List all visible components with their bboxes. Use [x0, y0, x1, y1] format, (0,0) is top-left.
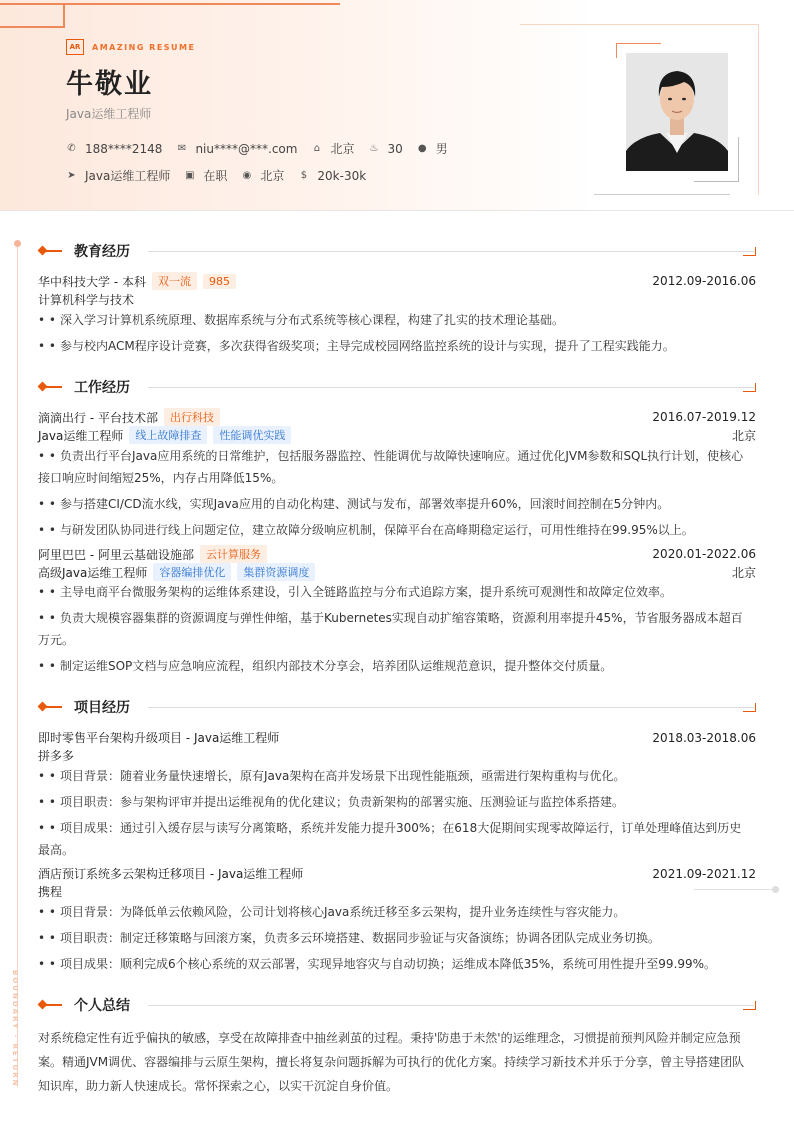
- project-title: 即时零售平台架构升级项目 - Java运维工程师: [38, 731, 280, 745]
- age-info: [368, 142, 402, 156]
- skill-tag: 集群资源调度: [237, 563, 315, 581]
- project-bullet: • • 项目背景：随着业务量快速增长，原有Java架构在高并发场景下出现性能瓶颈，亟需进行架构重构与优化。: [38, 769, 626, 783]
- work-role-row: [38, 563, 756, 581]
- work-header: [38, 408, 756, 426]
- gender-info: [417, 140, 448, 157]
- email-info: [176, 142, 297, 156]
- portrait-image: [626, 53, 728, 171]
- timeline-line: [17, 247, 18, 1087]
- company-tag: 云计算服务: [200, 545, 267, 563]
- role-name: Java运维工程师: [38, 428, 124, 443]
- work-bullet: • • 参与搭建CI/CD流水线，实现Java应用的自动化构建、测试与发布，部署效率提升60%，回滚时间控制在5分钟内。: [38, 497, 670, 511]
- project-company: 拼多多: [38, 749, 75, 763]
- candidate-name: 牛敬业: [66, 69, 153, 100]
- section-corner: [743, 1001, 756, 1010]
- project-company-row: [38, 883, 756, 900]
- company-tag: 出行科技: [164, 408, 220, 426]
- timeline-dot: [14, 240, 21, 247]
- intent-city-info: [241, 167, 284, 184]
- education-bullet: • • 参与校内ACM程序设计竞赛，多次获得省级奖项；主导完成校园网络监控系统的设计与实现，提升了工程实践能力。: [38, 339, 675, 353]
- section-dash: [46, 1004, 62, 1006]
- company-name: 滴滴出行 - 平台技术部: [38, 410, 158, 425]
- section-title: 教育经历: [74, 244, 130, 260]
- school-name: 华中科技大学 - 本科: [38, 274, 146, 289]
- section-title: 个人总结: [74, 998, 130, 1014]
- salary-info: [298, 169, 366, 183]
- section-rule: [148, 707, 754, 708]
- header-accent-line: [0, 3, 340, 5]
- project-bullet: • • 项目成果：通过引入缓存层与读写分离策略，系统并发能力提升300%；在618大促期间实现零故障运行，订单处理峰值达到历史最高。: [38, 821, 742, 857]
- skill-tag: 线上故障排查: [129, 426, 207, 444]
- header-accent-line: [63, 3, 65, 28]
- phone-text: 188****2148: [85, 141, 163, 156]
- section-corner: [743, 247, 756, 256]
- school-tag: 985: [203, 274, 236, 289]
- age-text: 30: [387, 141, 403, 156]
- section-rule: [148, 387, 754, 388]
- intent-position-info: [66, 167, 170, 184]
- project-bullet: • • 项目职责：制定迁移策略与回滚方案，负责多云环境搭建、数据同步验证与灾备演练；协调各团队完成业务切换。: [38, 931, 660, 945]
- section-rule: [148, 1005, 754, 1006]
- school-tag: 双一流: [152, 272, 197, 290]
- header-accent-line: [0, 26, 64, 28]
- education-bullet: • • 深入学习计算机系统原理、数据库系统与分布式系统等核心课程，构建了扎实的技术理论基础。: [38, 313, 564, 327]
- project-date: 2021.09-2021.12: [652, 866, 756, 881]
- project-date: 2018.03-2018.06: [652, 730, 756, 745]
- project-company-row: [38, 747, 756, 764]
- section-rule: [148, 251, 754, 252]
- job-title: Java运维工程师: [66, 107, 152, 121]
- home-icon: ⌂: [313, 143, 321, 154]
- section-corner: [743, 383, 756, 392]
- mail-icon: ✉: [177, 143, 187, 154]
- header-banner: [0, 0, 794, 211]
- project-bullet: • • 项目背景：为降低单云依赖风险，公司计划将核心Java系统迁移至多云架构，提升业务连续性与容灾能力。: [38, 905, 626, 919]
- section-work: [36, 377, 756, 397]
- photo-frame: [616, 43, 746, 193]
- section-dash: [46, 250, 62, 252]
- residence-info: [311, 140, 354, 157]
- section-education: [36, 241, 756, 261]
- work-date: 2020.01-2022.06: [652, 547, 756, 561]
- section-summary: [36, 995, 756, 1015]
- skill-tag: 性能调优实践: [213, 426, 291, 444]
- send-icon: ➤: [67, 170, 76, 181]
- cake-icon: ♨: [369, 143, 379, 154]
- education-header: [38, 272, 756, 290]
- gender-text: 男: [435, 142, 448, 156]
- logo: [66, 39, 195, 55]
- project-bullet: • • 项目职责：参与架构评审并提出运维视角的优化建议；负责新架构的部署实施、压测验证与监控体系搭建。: [38, 795, 624, 809]
- education-date: 2012.09-2016.06: [652, 274, 756, 288]
- status-info: [184, 167, 227, 184]
- role-name: 高级Java运维工程师: [38, 565, 148, 580]
- project-header: [38, 865, 756, 882]
- project-bullet: • • 项目成果：顺利完成6个核心系统的双云部署，实现异地容灾与自动切换；运维成本降低35%，系统可用性提升至99.99%。: [38, 957, 717, 971]
- work-bullet: • • 主导电商平台微服务架构的运维体系建设，引入全链路监控与分布式追踪方案，提升系统可观测性和故障定位效率。: [38, 585, 672, 599]
- section-title: 项目经历: [74, 700, 130, 716]
- project-title: 酒店预订系统多云架构迁移项目 - Java运维工程师: [38, 867, 304, 881]
- section-corner: [743, 703, 756, 712]
- intent-position-text: Java运维工程师: [85, 169, 171, 183]
- side-watermark-text: BOUNDARY · RETURN: [11, 970, 19, 1088]
- profile-photo: [626, 53, 728, 171]
- major: 计算机科学与技术: [38, 293, 135, 307]
- photo-underline: [594, 194, 730, 195]
- education-major-row: [38, 291, 756, 308]
- briefcase-icon: ▣: [185, 170, 195, 181]
- work-date: 2016.07-2019.12: [652, 410, 756, 424]
- logo-text: AMAZING RESUME: [92, 42, 196, 52]
- work-bullet: • • 负责出行平台Java应用系统的日常维护，包括服务器监控、性能调优与故障快速响应。通过优化JVM参数和SQL执行计划，使核心接口响应时间缩短25%，内存占用降低15%。: [38, 449, 744, 485]
- section-title: 工作经历: [74, 380, 130, 396]
- work-bullet: • • 负责大规模容器集群的资源调度与弹性伸缩，基于Kubernetes实现自动扩缩容策略，资源利用率提升45%，节省服务器成本超百万元。: [38, 611, 743, 647]
- company-name: 阿里巴巴 - 阿里云基础设施部: [38, 547, 194, 562]
- intent-city-text: 北京: [260, 169, 285, 183]
- work-header: [38, 545, 756, 563]
- gender-icon: ●: [417, 143, 427, 154]
- salary-text: 20k-30k: [317, 168, 367, 183]
- project-header: [38, 729, 756, 746]
- salary-icon: $: [300, 170, 308, 181]
- job-intent-row: [66, 167, 380, 184]
- project-company: 携程: [38, 885, 63, 899]
- work-role-row: [38, 426, 756, 444]
- work-city: 北京: [731, 428, 756, 443]
- section-dash: [46, 706, 62, 708]
- summary-paragraph: 对系统稳定性有近乎偏执的敏感，享受在故障排查中抽丝剥茧的过程。秉持'防患于未然'的运维理念，习惯提前预判风险并制定应急预案。精通JVM调优、容器编排与云原生架构，擅长将复杂问题拆解为可执行的优化方案。持续学习新技术并乐于分享，曾主导搭建团队知识库，助力新人快速成长。常怀探索之心，以实干沉淀自身价值。: [38, 1031, 745, 1093]
- work-bullet: • • 与研发团队协同进行线上问题定位，建立故障分级响应机制，保障平台在高峰期稳定运行，可用性维持在99.95%以上。: [38, 523, 694, 537]
- email-text: niu****@***.com: [195, 141, 298, 156]
- section-projects: [36, 697, 756, 717]
- status-text: 在职: [203, 169, 228, 183]
- section-dash: [46, 386, 62, 388]
- work-city: 北京: [731, 565, 756, 580]
- phone-icon: ✆: [67, 143, 76, 154]
- work-bullet: • • 制定运维SOP文档与应急响应流程，组织内部技术分享会，培养团队运维规范意识，提升整体交付质量。: [38, 659, 613, 673]
- location-pin-icon: ◉: [242, 170, 252, 181]
- decorative-dot: [772, 886, 779, 893]
- skill-tag: 容器编排优化: [153, 563, 231, 581]
- contact-row: [66, 140, 462, 157]
- logo-badge: AR: [66, 39, 84, 55]
- phone-info: [66, 142, 162, 156]
- residence-text: 北京: [330, 142, 355, 156]
